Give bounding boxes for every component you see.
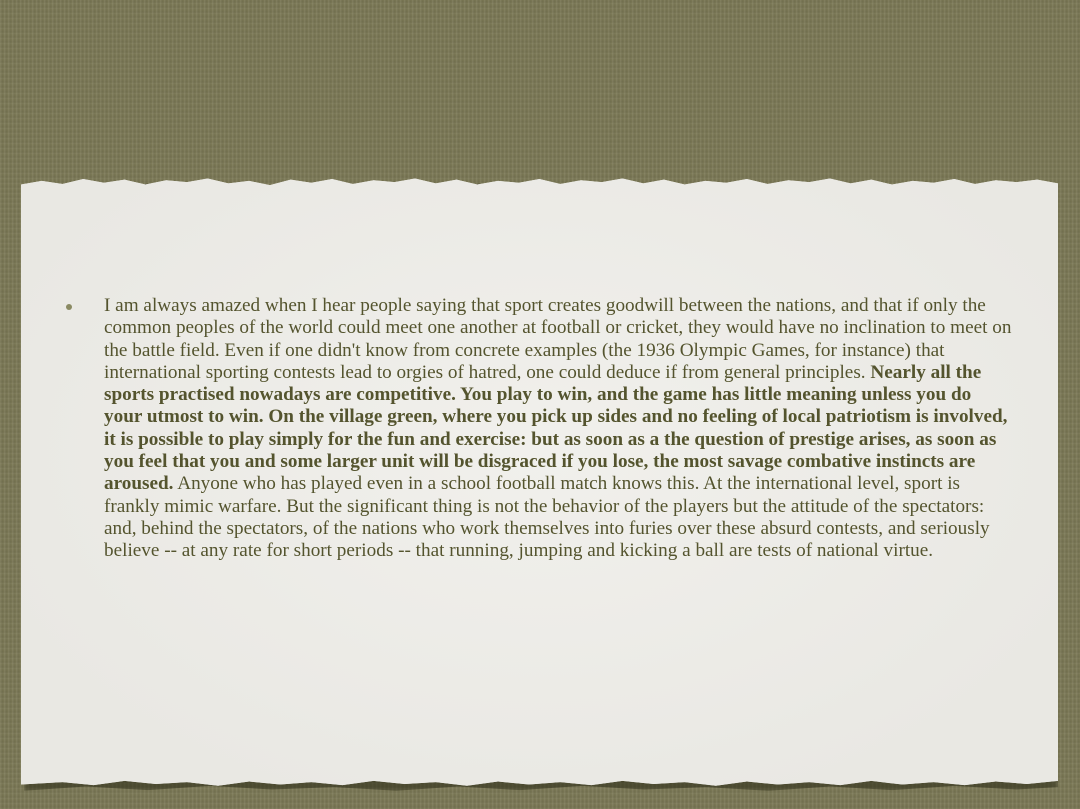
quote-text	[104, 295, 1011, 561]
slide-body	[52, 295, 1012, 563]
quote-text-conclusion: Anyone who has played even in a school football match knows this. At the international level, sport is frankly mimic warfare. But the significant thing is not the behavior of the players but the attitude of the spectators: and, behind the spectators, of the nations who work themselves into furies over these absurd contests, and seriously believe -- at any rate for short periods -- that running, jumping and kicking a ball are tests of national virtue.	[104, 473, 990, 562]
quote-text-bold: Nearly all the sports practised nowadays are competitive. You play to win, and the game has little meaning unless you do your utmost to win. On the village green, where you pick up sides and no feeling of local patriotism is involved, it is possible to play simply for the fun and exercise: but as soon as a the question of prestige arises, as soon as you feel that you and some larger unit will be disgraced if you lose, the most savage combative instincts are aroused.	[104, 361, 1008, 495]
quote-text-intro: I am always amazed when I hear people saying that sport creates goodwill between the nations, and that if only the common peoples of the world could meet one another at football or cricket, they would have no inclination to meet on the battle field. Even if one didn't know from concrete examples (the 1936 Olympic Games, for instance) that international sporting contests lead to orgies of hatred, one could deduce if from general principles.	[104, 295, 1012, 383]
bullet-item	[52, 295, 1012, 563]
bullet-dot-icon	[66, 304, 72, 310]
